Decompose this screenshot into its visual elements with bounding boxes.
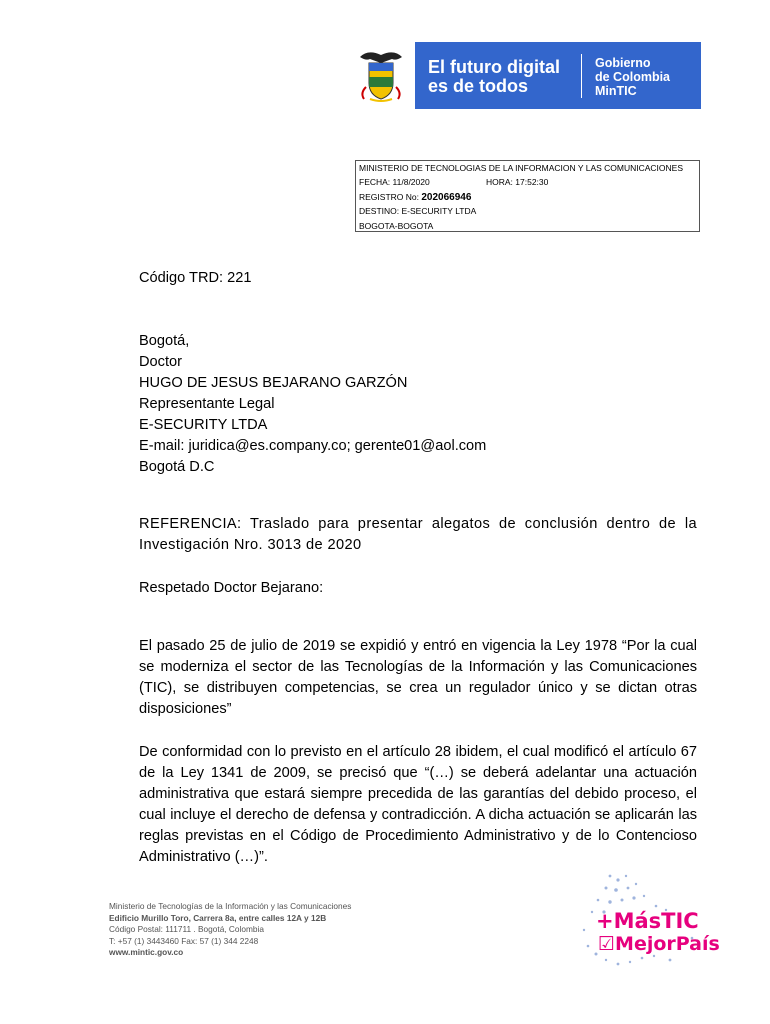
- emblem-container: [348, 42, 415, 109]
- saludo: Respetado Doctor Bejarano:: [139, 580, 324, 596]
- brand-line-2: ☑MejorPaís: [598, 933, 720, 955]
- banner-government: [595, 56, 670, 98]
- stamp-fecha: FECHA: 11/8/2020: [359, 177, 430, 188]
- stamp-ministry: MINISTERIO DE TECNOLOGIAS DE LA INFORMACION Y LAS COMUNICACIONES: [359, 163, 684, 173]
- slogan-line-1: El futuro digital: [428, 57, 560, 77]
- stamp-ciudad: BOGOTA-BOGOTA: [359, 220, 434, 231]
- recipient-line: Representante Legal: [139, 396, 275, 412]
- recipient-block: [139, 331, 486, 478]
- slogan-line-2: es de todos: [428, 76, 529, 96]
- recipient-line: HUGO DE JESUS BEJARANO GARZÓN: [139, 375, 408, 391]
- stamp-destino: DESTINO: E-SECURITY LTDA: [359, 206, 477, 217]
- brand-line-1: +MásTIC: [596, 909, 699, 933]
- footer-line: T: +57 (1) 3443460 Fax: 57 (1) 344 2248: [109, 935, 259, 946]
- coat-of-arms-icon: [356, 47, 406, 103]
- footer-line: Ministerio de Tecnologías de la Información y las Comunicaciones: [109, 901, 352, 911]
- stamp-date-row: [359, 175, 699, 189]
- stamp-registro-row: [359, 190, 699, 204]
- paragraph-2: De conformidad con lo previsto en el artículo 28 ibidem, el cual modificó el artículo 67 de la Ley 1341 de 2009, se precisó que “(…) se deberá adelantar una actuación administrativa que estará siempre precedida de las garantías del debido proceso, el cual incluye el derecho de defensa y contradicción. A dicha actuación se aplicarán las reglas previstas en el Código de Procedimiento Administrativo y de lo Contencioso Administrativo (…)”.: [139, 744, 697, 865]
- recipient-line: Doctor: [139, 354, 182, 370]
- recipient-line: E-SECURITY LTDA: [139, 417, 268, 433]
- stamp-registro-value: 202066946: [421, 191, 472, 203]
- stamp-registro-label: REGISTRO No:: [359, 191, 419, 202]
- stamp-hora: HORA: 17:52:30: [486, 177, 549, 188]
- codigo-trd: Código TRD: 221: [139, 270, 252, 286]
- registration-stamp: [355, 160, 700, 232]
- referencia: REFERENCIA: Traslado para presentar alegatos de conclusión dentro de la Investigación Nro. 3013 de 2020: [139, 516, 697, 553]
- banner-slogan: [428, 58, 560, 96]
- gov-line-3: MinTIC: [595, 84, 637, 98]
- footer-address: [109, 901, 351, 959]
- gov-line-1: Gobierno: [595, 56, 651, 70]
- recipient-line: E-mail: juridica@es.company.co; gerente01@aol.com: [139, 438, 487, 454]
- footer-website: www.mintic.gov.co: [109, 947, 184, 957]
- footer-line: Código Postal: 111711 . Bogotá, Colombia: [109, 924, 264, 934]
- mastic-mejor-pais-logo: [570, 866, 720, 976]
- recipient-line: Bogotá D.C: [139, 459, 215, 475]
- header-banner: [348, 42, 701, 109]
- banner-divider: [581, 54, 582, 98]
- paragraph-1: El pasado 25 de julio de 2019 se expidió y entró en vigencia la Ley 1978 “Por la cual se moderniza el sector de las Tecnologías de la Información y las Comunicaciones (TIC), se distribuyen competencias, se crea un regulador único y se dictan otras disposiciones”: [139, 638, 697, 717]
- gov-line-2: de Colombia: [595, 70, 671, 84]
- footer-line: Edificio Murillo Toro, Carrera 8a, entre calles 12A y 12B: [109, 912, 327, 923]
- recipient-line: Bogotá,: [139, 333, 190, 349]
